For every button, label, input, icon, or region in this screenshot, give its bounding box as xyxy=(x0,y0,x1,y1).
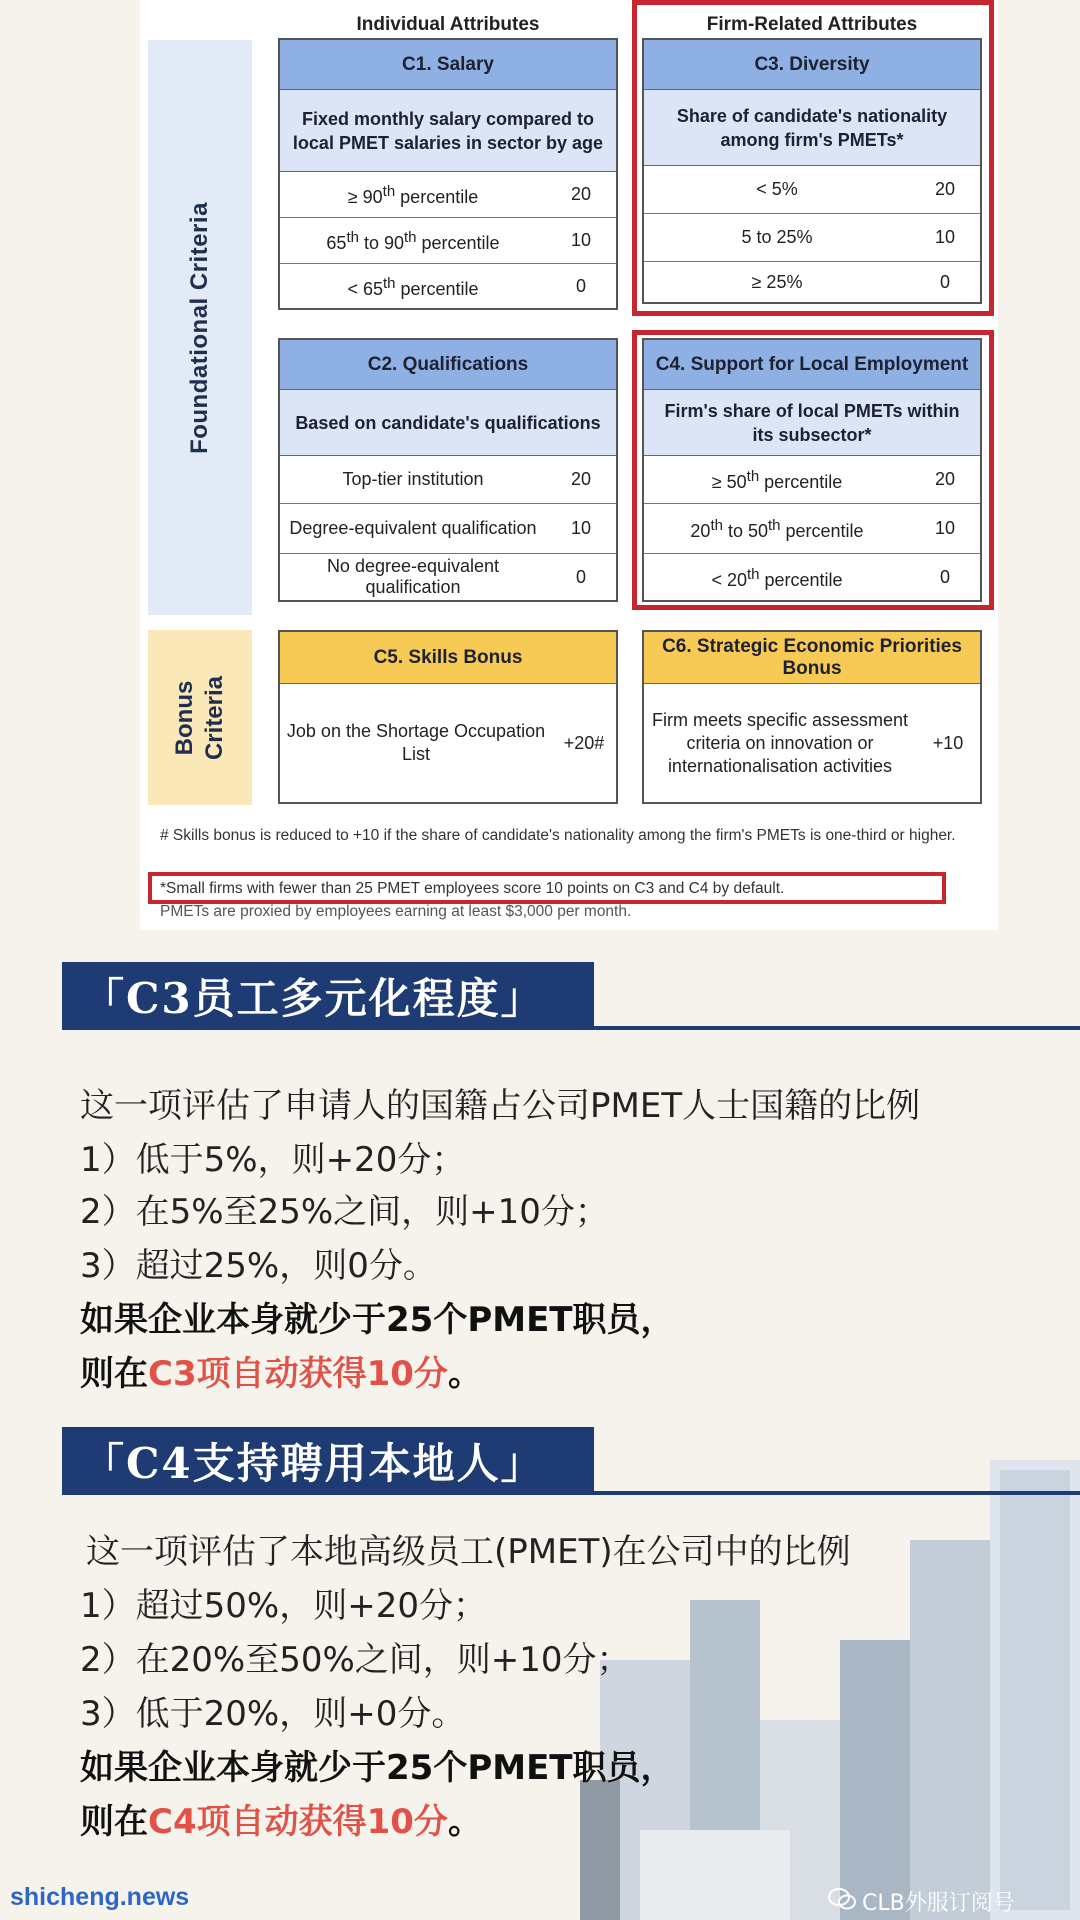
c3-note-line-1: 如果企业本身就少于25个PMET职员， xyxy=(80,1300,675,1340)
c3-description: Share of candidate's nationality among firm's PMETs* xyxy=(644,90,980,166)
c6-header: C6. Strategic Economic Priorities Bonus xyxy=(644,632,980,684)
site-watermark: shicheng.news xyxy=(10,1883,190,1911)
c4-note-line-2: 则在C4项自动获得10分。 xyxy=(80,1802,482,1842)
firm-attributes-title: Firm-Related Attributes xyxy=(706,14,918,35)
c3-rule-1: 1）低于5%，则+20分； xyxy=(80,1140,466,1180)
c4-description: Firm's share of local PMETs within its subsector* xyxy=(644,390,980,456)
table-row: Top-tier institution 20 xyxy=(280,456,616,504)
small-firm-footnote: *Small firms with fewer than 25 PMET employees score 10 points on C3 and C4 by default. xyxy=(160,880,785,897)
table-row: 5 to 25% 10 xyxy=(644,214,980,262)
city-skyline-image xyxy=(580,1400,1080,1920)
table-row: ≥ 90th percentile 20 xyxy=(280,172,616,218)
wechat-icon xyxy=(828,1887,856,1917)
c4-note-line-1: 如果企业本身就少于25个PMET职员， xyxy=(80,1748,675,1788)
table-row: < 20th percentile 0 xyxy=(711,565,950,590)
c3-rule-3: 3）超过25%，则0分。 xyxy=(80,1246,437,1286)
c5-header: C5. Skills Bonus xyxy=(280,632,616,684)
section-divider xyxy=(62,1026,1080,1030)
c4-intro: 这一项评估了本地高级员工(PMET)在公司中的比例 xyxy=(86,1532,851,1572)
table-row: < 5% 20 xyxy=(644,166,980,214)
section-divider xyxy=(62,1491,1080,1495)
c5-row: Job on the Shortage Occupation List +20# xyxy=(286,721,605,764)
table-row: No degree-equivalent qualification 0 xyxy=(326,556,586,597)
table-row: ≥ 50th percentile 20 xyxy=(644,456,980,504)
wechat-account-label: CLB外服订阅号 xyxy=(828,1886,1015,1917)
table-row: Degree-equivalent qualification 10 xyxy=(280,504,616,554)
c4-rule-3: 3）低于20%，则+0分。 xyxy=(80,1694,466,1734)
c3-section-title: 「C3员工多元化程度」 xyxy=(62,962,594,1030)
foundational-criteria-label: Foundational Criteria xyxy=(148,40,252,615)
c3-rule-2: 2）在5%至25%之间，则+10分； xyxy=(80,1192,609,1232)
table-row: ≥ 25% 0 xyxy=(751,271,950,292)
pmet-footnote: PMETs are proxied by employees earning at least $3,000 per month. xyxy=(160,903,632,920)
c5-skills-bonus-table xyxy=(278,630,618,804)
c4-rule-2: 2）在20%至50%之间，则+10分； xyxy=(80,1640,631,1680)
c4-rule-1: 1）超过50%，则+20分； xyxy=(80,1586,487,1626)
table-row: 20th to 50th percentile 10 xyxy=(644,504,980,554)
c6-strategic-bonus-table xyxy=(642,630,982,804)
c4-highlight-box xyxy=(632,330,994,610)
c2-header: C2. Qualifications xyxy=(280,340,616,390)
table-row: 65th to 90th percentile 10 xyxy=(280,218,616,264)
c3-intro: 这一项评估了申请人的国籍占公司PMET人士国籍的比例 xyxy=(80,1086,921,1126)
c3-note-line-2: 则在C3项自动获得10分。 xyxy=(80,1354,482,1394)
c3-header: C3. Diversity xyxy=(644,40,980,90)
c6-row: Firm meets specific assessment criteria on innovation or internationalisation activities +10 xyxy=(651,709,964,776)
bonus-criteria-label: Bonus Criteria xyxy=(148,630,252,805)
c1-salary-table xyxy=(278,38,618,310)
c4-header: C4. Support for Local Employment xyxy=(644,340,980,390)
skills-bonus-footnote: # Skills bonus is reduced to +10 if the share of candidate's nationality among the firm's PMETs is one-third or higher. xyxy=(160,827,956,844)
c1-header: C1. Salary xyxy=(280,40,616,90)
c4-section-title: 「C4支持聘用本地人」 xyxy=(62,1427,594,1495)
c3-highlight-box xyxy=(632,0,994,316)
c2-qualifications-table xyxy=(278,338,618,602)
individual-attributes-title: Individual Attributes xyxy=(356,14,540,35)
c2-description: Based on candidate's qualifications xyxy=(280,390,616,456)
table-row: < 65th percentile 0 xyxy=(347,274,586,299)
c1-description: Fixed monthly salary compared to local PMET salaries in sector by age xyxy=(280,90,616,172)
